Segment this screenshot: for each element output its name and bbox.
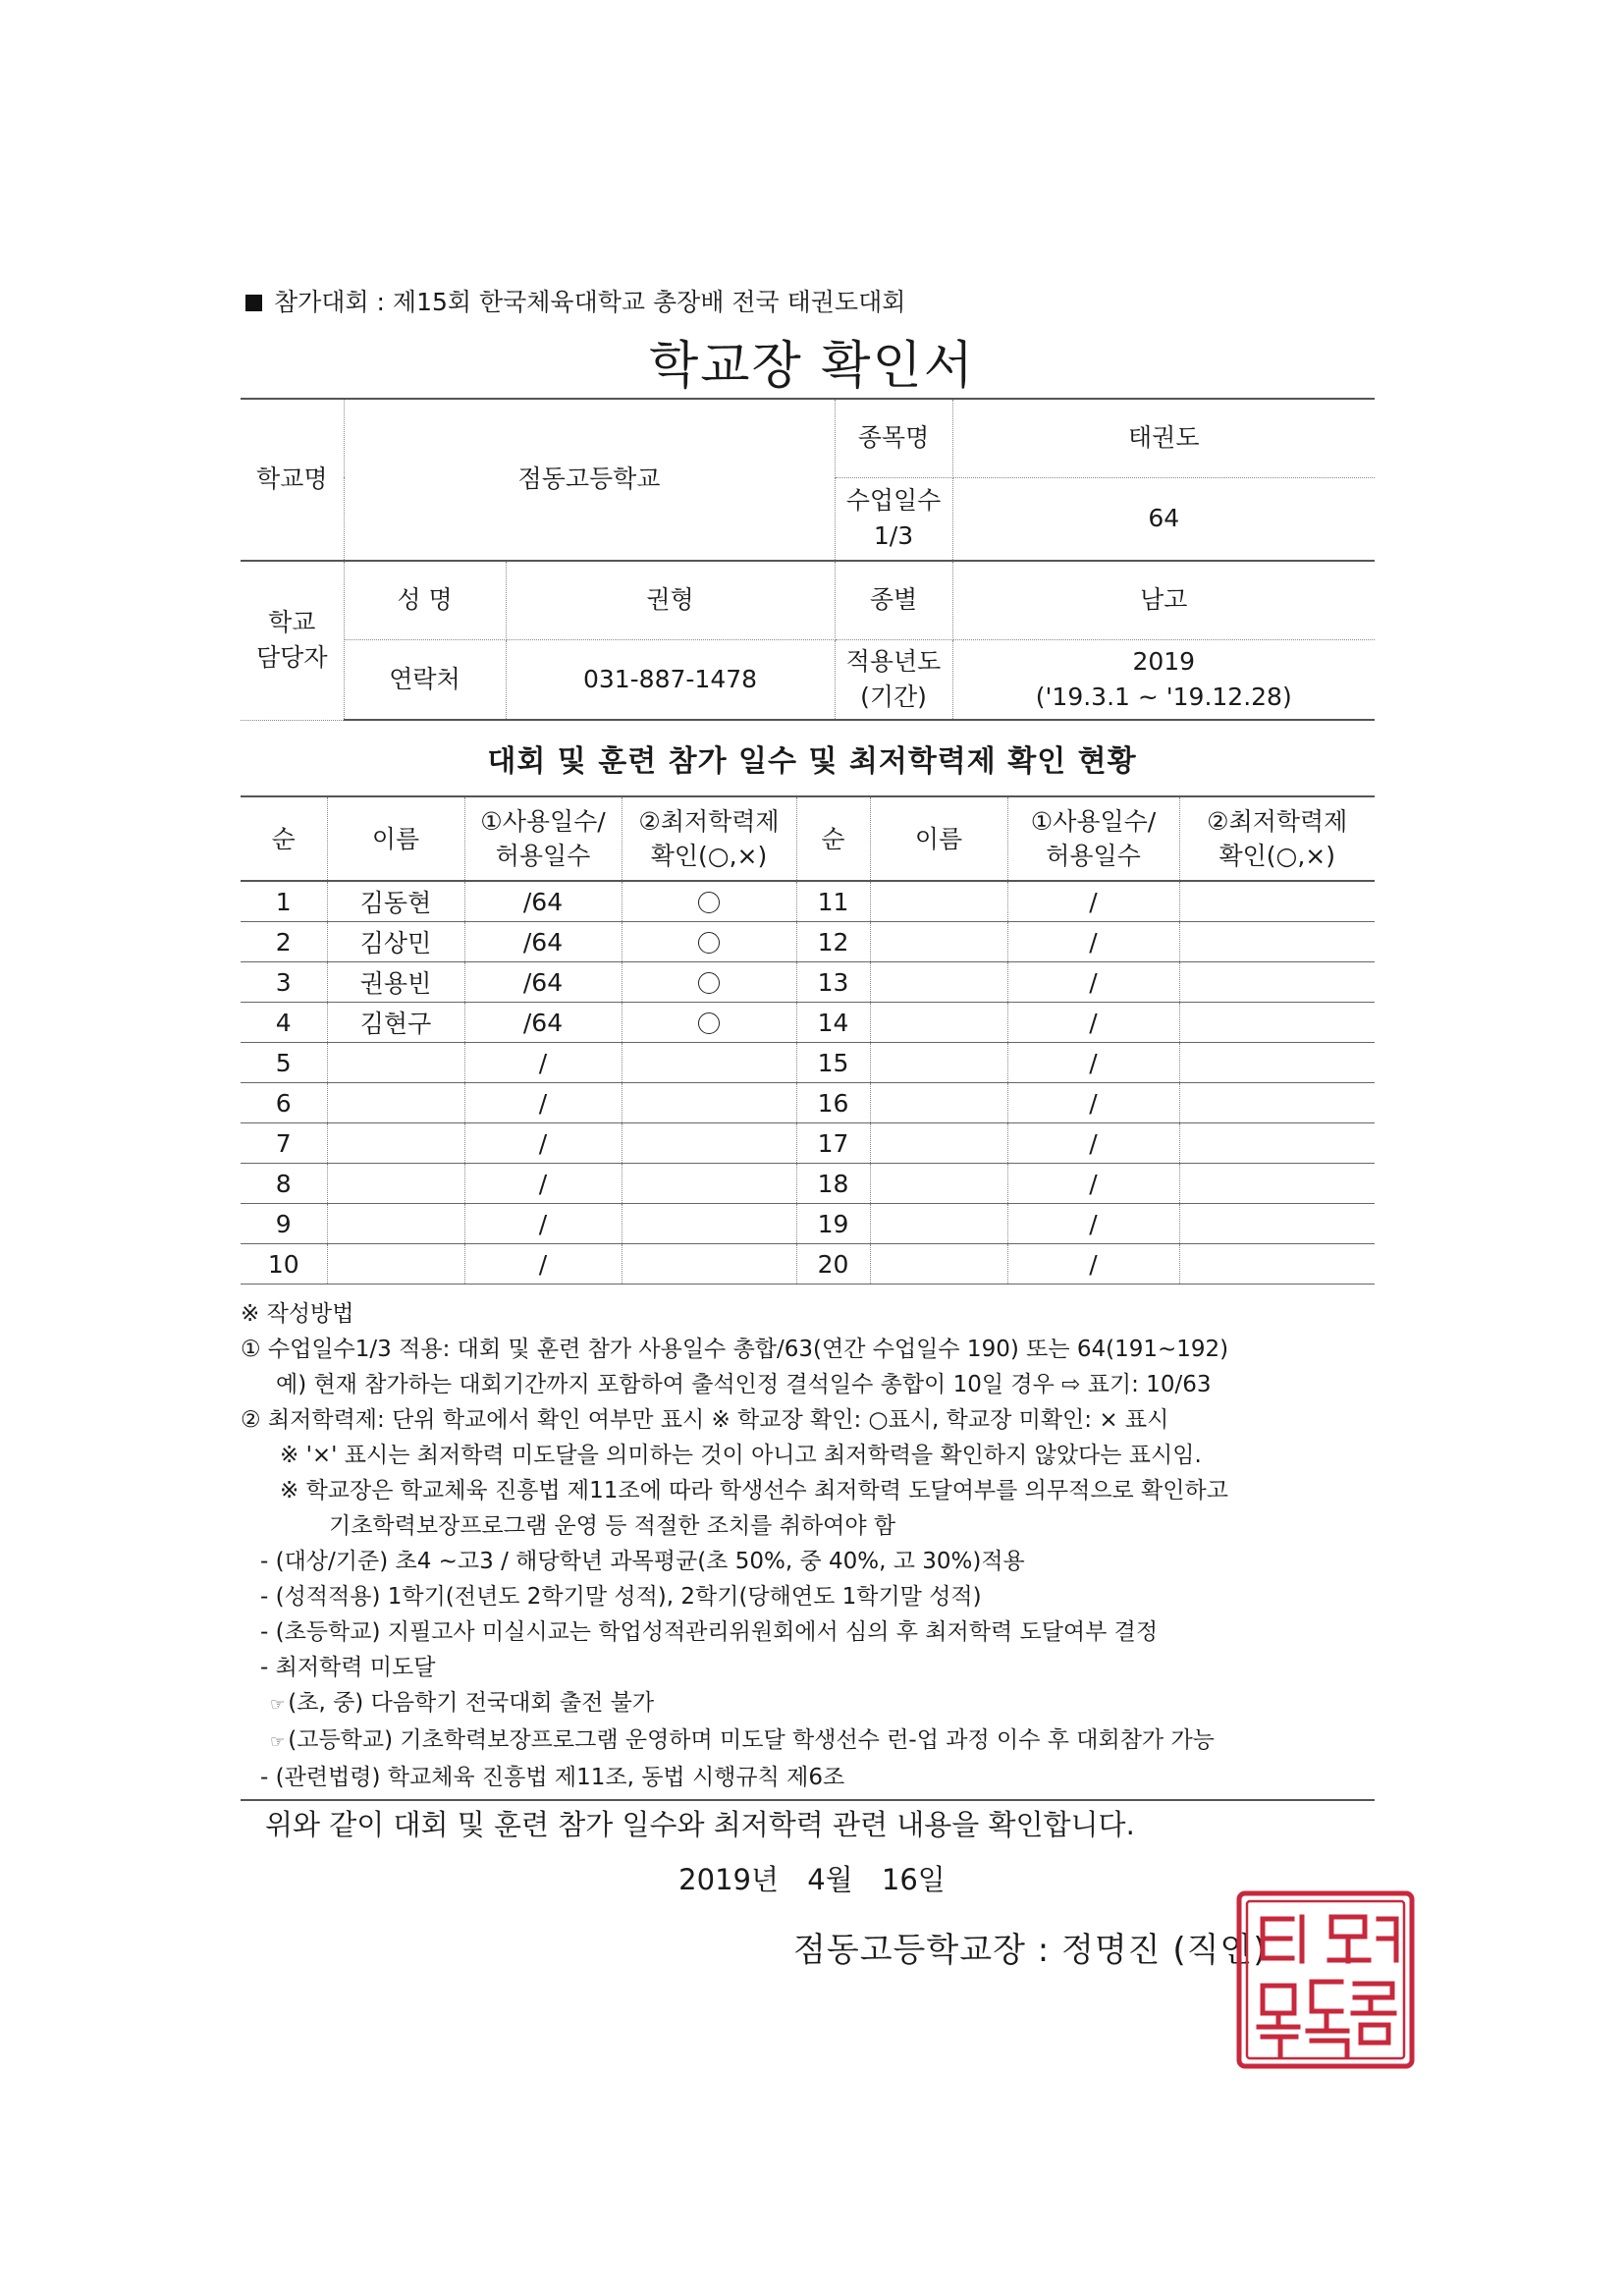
row-days: / <box>1007 1003 1179 1043</box>
row-no: 19 <box>796 1204 870 1244</box>
row-days: / <box>464 1244 622 1285</box>
row-days: / <box>464 1083 622 1123</box>
year-value: 2019 ('19.3.1 ~ '19.12.28) <box>952 639 1375 720</box>
gender-label: 종별 <box>835 561 952 639</box>
date-month: 4월 <box>807 1863 853 1896</box>
header-no: 순 <box>241 796 327 881</box>
note-item: - (성적적용) 1학기(전년도 2학기말 성적), 2학기(당해연도 1학기말 성적) <box>260 1584 982 1610</box>
contact-value: 031-887-1478 <box>506 639 835 720</box>
manager-label: 학교 담당자 <box>241 561 344 720</box>
row-name <box>870 1204 1007 1244</box>
note-item: ☞ (고등학교) 기초학력보장프로그램 운영하며 미도달 학생선수 런-업 과정 이수 후 대회참가 가능 <box>241 1722 1380 1760</box>
row-check <box>1179 1043 1375 1083</box>
row-no: 8 <box>241 1164 327 1204</box>
row-name <box>870 1123 1007 1164</box>
row-check <box>1179 881 1375 922</box>
row-no: 12 <box>796 922 870 962</box>
row-check <box>1179 962 1375 1003</box>
row-name <box>870 962 1007 1003</box>
row-name <box>327 1123 464 1164</box>
year-label: 적용년도 (기간) <box>835 639 952 720</box>
row-no: 6 <box>241 1083 327 1123</box>
row-no: 11 <box>796 881 870 922</box>
days-value: 64 <box>952 477 1375 561</box>
note-item: 예) 현재 참가하는 대회기간까지 포함하여 출석인정 결석일수 총합이 10일 경우 ⇨ 표기: 10/63 <box>276 1372 1212 1397</box>
row-name: 권용빈 <box>327 962 464 1003</box>
check-circle-mark <box>698 932 720 954</box>
sport-label: 종목명 <box>835 399 952 477</box>
row-days: / <box>1007 1164 1179 1204</box>
note-item: ① 수업일수1/3 적용: 대회 및 훈련 참가 사용일수 총합/63(연간 수업일수 190) 또는 64(191~192) <box>241 1337 1229 1362</box>
row-check <box>622 1083 796 1123</box>
participants-table <box>241 795 1375 1285</box>
date-year: 2019년 <box>678 1863 779 1896</box>
note-item: - 최저학력 미도달 <box>260 1655 436 1680</box>
row-name <box>870 1164 1007 1204</box>
row-no: 16 <box>796 1083 870 1123</box>
divider <box>241 1799 1375 1801</box>
school-name: 점동고등학교 <box>344 399 835 561</box>
row-days: / <box>1007 1043 1179 1083</box>
signer-line: 점동고등학교장 : 정명진 (직인) <box>793 1931 1268 1970</box>
row-no: 10 <box>241 1244 327 1285</box>
header-days: ①사용일수/ 허용일수 <box>464 796 622 881</box>
table-row <box>241 1083 1375 1123</box>
pointing-hand-icon: ☞ <box>270 1695 286 1715</box>
row-no: 18 <box>796 1164 870 1204</box>
table-row <box>241 962 1375 1003</box>
row-days: / <box>1007 1123 1179 1164</box>
row-days: / <box>464 1164 622 1204</box>
note-item: - (대상/기준) 초4 ~고3 / 해당학년 과목평균(초 50%, 중 40%, 고 30%)적용 <box>260 1549 1025 1574</box>
row-check <box>1179 1164 1375 1204</box>
row-days: / <box>464 1204 622 1244</box>
sport-value: 태권도 <box>952 399 1375 477</box>
row-check <box>1179 1003 1375 1043</box>
row-days: / <box>1007 1204 1179 1244</box>
note-item: - (관련법령) 학교체육 진흥법 제11조, 동법 시행규칙 제6조 <box>260 1765 845 1790</box>
row-check <box>622 881 796 922</box>
school-label: 학교명 <box>241 399 344 561</box>
table-row <box>241 1164 1375 1204</box>
row-check <box>622 1164 796 1204</box>
row-days: /64 <box>464 881 622 922</box>
row-name <box>327 1043 464 1083</box>
row-no: 4 <box>241 1003 327 1043</box>
header-no: 순 <box>796 796 870 881</box>
row-no: 1 <box>241 881 327 922</box>
official-seal-icon <box>1233 1887 1418 2072</box>
row-name: 김현구 <box>327 1003 464 1043</box>
header-name: 이름 <box>870 796 1007 881</box>
row-days: / <box>464 1043 622 1083</box>
note-item: ☞ (초, 중) 다음학기 전국대회 출전 불가 <box>241 1685 1380 1722</box>
section-title: 대회 및 훈련 참가 일수 및 최저학력제 확인 현황 <box>487 744 1137 779</box>
row-name <box>327 1083 464 1123</box>
row-check <box>622 1244 796 1285</box>
row-no: 15 <box>796 1043 870 1083</box>
notes-heading: ※ 작성방법 <box>241 1301 354 1327</box>
name-label: 성 명 <box>344 561 506 639</box>
row-no: 7 <box>241 1123 327 1164</box>
check-circle-mark <box>698 1012 720 1034</box>
table-row <box>241 1204 1375 1244</box>
confirmation-text: 위와 같이 대회 및 훈련 참가 일수와 최저학력 관련 내용을 확인합니다. <box>265 1808 1135 1841</box>
contact-label: 연락처 <box>344 639 506 720</box>
table-row <box>241 881 1375 922</box>
row-days: /64 <box>464 922 622 962</box>
row-check <box>1179 1123 1375 1164</box>
row-days: /64 <box>464 1003 622 1043</box>
row-check <box>622 962 796 1003</box>
row-no: 9 <box>241 1204 327 1244</box>
table-row <box>241 1244 1375 1285</box>
bullet-square-icon <box>245 295 262 311</box>
table-row <box>241 922 1375 962</box>
row-check <box>622 1204 796 1244</box>
table-row <box>241 1123 1375 1164</box>
row-check <box>622 1003 796 1043</box>
row-no: 20 <box>796 1244 870 1285</box>
row-name <box>870 1003 1007 1043</box>
row-no: 13 <box>796 962 870 1003</box>
row-name: 김동현 <box>327 881 464 922</box>
row-days: / <box>1007 1244 1179 1285</box>
row-check <box>1179 1244 1375 1285</box>
header-check: ②최저학력제 확인(○,×) <box>1179 796 1375 881</box>
pointing-hand-icon: ☞ <box>270 1732 286 1752</box>
date-day: 16일 <box>881 1863 946 1896</box>
note-item: - (초등학교) 지필고사 미실시교는 학업성적관리위원회에서 심의 후 최저학력 도달여부 결정 <box>260 1619 1159 1645</box>
row-name <box>327 1204 464 1244</box>
row-check <box>1179 922 1375 962</box>
info-table <box>241 398 1375 721</box>
row-no: 14 <box>796 1003 870 1043</box>
row-days: / <box>464 1123 622 1164</box>
row-check <box>622 1123 796 1164</box>
row-no: 17 <box>796 1123 870 1164</box>
row-no: 2 <box>241 922 327 962</box>
row-check <box>1179 1083 1375 1123</box>
table-row <box>241 1043 1375 1083</box>
row-days: / <box>1007 962 1179 1003</box>
header-days: ①사용일수/ 허용일수 <box>1007 796 1179 881</box>
gender-value: 남고 <box>952 561 1375 639</box>
note-item: ※ 학교장은 학교체육 진흥법 제11조에 따라 학생선수 최저학력 도달여부를 의무적으로 확인하고 <box>280 1478 1228 1503</box>
header-name: 이름 <box>327 796 464 881</box>
row-check <box>622 1043 796 1083</box>
row-check <box>1179 1204 1375 1244</box>
row-name <box>870 881 1007 922</box>
competition-line: 참가대회 : 제15회 한국체육대학교 총장배 전국 태권도대회 <box>245 283 905 318</box>
row-name <box>327 1164 464 1204</box>
row-name <box>870 1244 1007 1285</box>
row-name <box>870 922 1007 962</box>
row-days: / <box>1007 1083 1179 1123</box>
row-check <box>622 922 796 962</box>
row-no: 3 <box>241 962 327 1003</box>
name-value: 권형 <box>506 561 835 639</box>
document-title: 학교장 확인서 <box>649 337 975 396</box>
note-item: ② 최저학력제: 단위 학교에서 확인 여부만 표시 ※ 학교장 확인: ○표시, 학교장 미확인: × 표시 <box>241 1407 1169 1433</box>
row-days: /64 <box>464 962 622 1003</box>
row-days: / <box>1007 922 1179 962</box>
table-header-row <box>241 796 1375 881</box>
header-check: ②최저학력제 확인(○,×) <box>622 796 796 881</box>
days-label: 수업일수 1/3 <box>835 477 952 561</box>
row-days: / <box>1007 881 1179 922</box>
note-item: 기초학력보장프로그램 운영 등 적절한 조치를 취하여야 함 <box>329 1513 896 1539</box>
row-name <box>870 1043 1007 1083</box>
notes-section <box>241 1296 1380 1795</box>
row-name <box>870 1083 1007 1123</box>
row-no: 5 <box>241 1043 327 1083</box>
check-circle-mark <box>698 892 720 913</box>
check-circle-mark <box>698 972 720 994</box>
note-item: ※ '×' 표시는 최저학력 미도달을 의미하는 것이 아니고 최저학력을 확인하지 않았다는 표시임. <box>280 1443 1202 1468</box>
table-row <box>241 1003 1375 1043</box>
row-name: 김상민 <box>327 922 464 962</box>
row-name <box>327 1244 464 1285</box>
